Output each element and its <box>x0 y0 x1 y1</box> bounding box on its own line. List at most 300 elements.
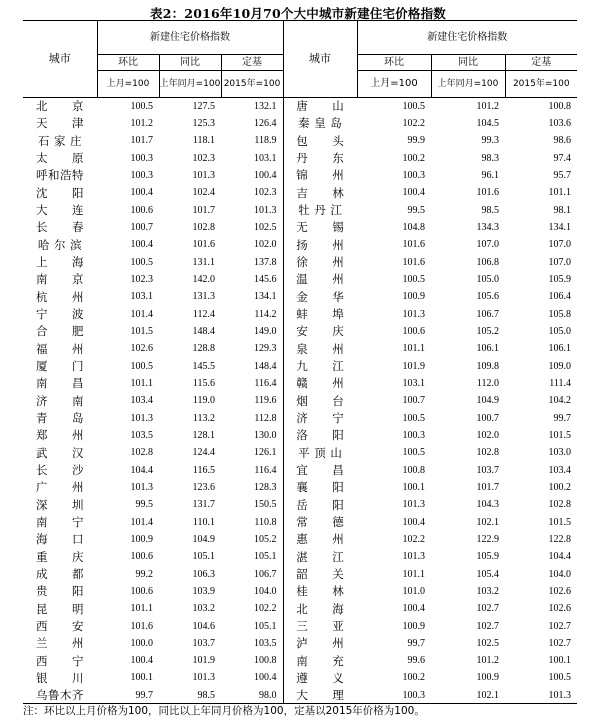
left-fixed-value: 116.4 <box>254 464 277 476</box>
left-yoy-value: 128.1 <box>192 429 215 441</box>
left-city-name: 海 口 <box>36 532 84 547</box>
right-yoy-value: 101.2 <box>476 100 499 112</box>
right-city-name: 烟 台 <box>283 392 357 409</box>
right-city-name: 泉 州 <box>283 340 357 357</box>
right-yoy-value: 100.9 <box>476 672 499 684</box>
left-mom-value: 100.6 <box>130 551 153 563</box>
left-mom-value: 101.2 <box>130 117 153 129</box>
left-fixed-value: 110.8 <box>254 516 277 528</box>
right-mom-value: 100.7 <box>402 395 425 407</box>
table-row <box>23 635 577 652</box>
right-fixed-value: 107.0 <box>548 256 572 268</box>
table-row <box>23 687 577 704</box>
right-fixed-value: 101.3 <box>505 687 577 704</box>
mom-base-left: 上月=100 <box>97 71 159 98</box>
table-row <box>23 236 577 253</box>
table-row <box>23 600 577 617</box>
left-fixed-value: 112.8 <box>254 412 277 424</box>
right-yoy-value: 102.1 <box>476 516 499 528</box>
left-yoy-value: 106.3 <box>192 568 215 580</box>
table-row <box>23 132 577 149</box>
left-fixed-value: 105.1 <box>254 620 277 632</box>
right-yoy-value: 101.6 <box>476 187 499 199</box>
left-yoy-value: 105.1 <box>192 551 215 563</box>
left-yoy-value: 119.0 <box>192 395 215 407</box>
right-fixed-value: 101.5 <box>548 429 572 441</box>
table-row <box>23 461 577 478</box>
right-city-name: 温 州 <box>283 271 357 288</box>
left-yoy-value: 101.7 <box>192 204 215 216</box>
table-row <box>23 305 577 322</box>
left-fixed-value: 100.4 <box>254 169 277 181</box>
right-mom-value: 101.9 <box>402 360 425 372</box>
left-mom-value: 101.1 <box>130 377 153 389</box>
right-yoy-value: 104.3 <box>476 499 499 511</box>
left-fixed-value: 98.0 <box>221 687 283 704</box>
left-mom-value: 101.7 <box>130 135 153 147</box>
table-footnote: 注：环比以上月价格为100，同比以上年同月价格为100，定基以2015年价格为100。 <box>23 705 425 717</box>
right-yoy-value: 105.4 <box>476 568 499 580</box>
left-city-name: 南 宁 <box>36 515 84 530</box>
right-city-name: 唐 山 <box>283 98 357 115</box>
table-row <box>23 340 577 357</box>
left-yoy-value: 102.8 <box>192 221 215 233</box>
left-fixed-value: 134.1 <box>254 291 277 303</box>
left-yoy-value: 101.3 <box>192 169 215 181</box>
left-yoy-value: 131.7 <box>192 499 215 511</box>
right-mom-value: 100.2 <box>402 672 425 684</box>
table-row <box>23 375 577 392</box>
right-mom-value: 102.2 <box>402 533 425 545</box>
left-city-name: 西 宁 <box>36 653 84 668</box>
city-header-right: 城市 <box>283 21 357 98</box>
right-mom-value: 101.6 <box>402 239 425 251</box>
right-fixed-value: 109.0 <box>548 360 572 372</box>
left-yoy-value: 101.6 <box>192 239 215 251</box>
left-yoy-value: 103.2 <box>192 603 215 615</box>
left-fixed-value: 102.5 <box>254 221 277 233</box>
right-city-name: 丹 东 <box>283 149 357 166</box>
right-yoy-value: 112.0 <box>476 377 499 389</box>
table-row <box>23 652 577 669</box>
left-yoy-value: 101.3 <box>192 672 215 684</box>
left-yoy-value: 112.4 <box>192 308 215 320</box>
right-yoy-value: 122.9 <box>476 533 499 545</box>
right-fixed-value: 104.0 <box>548 568 572 580</box>
right-city-name: 锦 州 <box>283 167 357 184</box>
left-mom-value: 100.3 <box>130 169 153 181</box>
left-city-name: 乌鲁木齐 <box>23 687 97 704</box>
right-city-name: 蚌 埠 <box>283 305 357 322</box>
table-row <box>23 479 577 496</box>
right-yoy-value: 134.3 <box>476 221 499 233</box>
left-city-name: 贵 阳 <box>36 584 84 599</box>
right-mom-value: 101.1 <box>402 343 425 355</box>
left-city-name: 厦 门 <box>36 359 84 374</box>
left-fixed-value: 126.1 <box>254 447 277 459</box>
right-yoy-value: 100.7 <box>476 412 499 424</box>
left-mom-value: 102.8 <box>130 447 153 459</box>
left-yoy-value: 142.0 <box>192 273 215 285</box>
left-yoy-value: 148.4 <box>192 325 215 337</box>
left-fixed-value: 116.4 <box>254 377 277 389</box>
right-mom-value: 99.7 <box>407 637 425 649</box>
right-mom-value: 99.9 <box>407 135 425 147</box>
right-yoy-value: 104.5 <box>476 117 499 129</box>
left-fixed-value: 103.1 <box>254 152 277 164</box>
right-mom-value: 101.3 <box>402 499 425 511</box>
left-mom-value: 99.7 <box>97 687 159 704</box>
right-fixed-value: 105.8 <box>548 308 572 320</box>
right-mom-value: 100.3 <box>357 687 431 704</box>
right-yoy-value: 106.8 <box>476 256 499 268</box>
table-row <box>23 392 577 409</box>
right-fixed-value: 104.4 <box>548 551 572 563</box>
right-mom-value: 100.5 <box>402 447 425 459</box>
right-mom-value: 100.6 <box>402 325 425 337</box>
right-yoy-value: 103.7 <box>476 464 499 476</box>
right-yoy-value: 106.1 <box>476 343 499 355</box>
left-yoy-value: 115.6 <box>192 377 215 389</box>
right-yoy-value: 102.5 <box>476 637 499 649</box>
right-fixed-value: 105.9 <box>548 273 572 285</box>
right-fixed-value: 102.6 <box>548 585 572 597</box>
table-row <box>23 253 577 270</box>
left-yoy-value: 125.3 <box>192 117 215 129</box>
left-mom-value: 100.4 <box>130 187 153 199</box>
left-fixed-value: 102.3 <box>254 187 277 199</box>
right-city-name: 徐 州 <box>283 253 357 270</box>
left-city-name: 福 州 <box>36 341 84 356</box>
fixed-header-right: 定基 <box>505 55 577 71</box>
table-row <box>23 513 577 530</box>
left-yoy-value: 123.6 <box>192 481 215 493</box>
right-fixed-value: 101.5 <box>548 516 572 528</box>
right-city-name: 吉 林 <box>283 184 357 201</box>
right-city-name: 三 亚 <box>283 617 357 634</box>
left-city-name: 青 岛 <box>36 411 84 426</box>
right-city-name: 牡 丹 江 <box>283 201 357 218</box>
right-fixed-value: 105.0 <box>548 325 572 337</box>
right-yoy-value: 102.8 <box>476 447 499 459</box>
left-mom-value: 100.9 <box>130 533 153 545</box>
right-mom-value: 101.6 <box>402 256 425 268</box>
fixed-base-right: 2015年=100 <box>505 71 577 98</box>
left-fixed-value: 106.7 <box>254 568 277 580</box>
mom-base-right: 上月=100 <box>357 71 431 98</box>
right-mom-value: 100.5 <box>402 412 425 424</box>
right-fixed-value: 100.2 <box>548 481 572 493</box>
left-fixed-value: 132.1 <box>254 100 277 112</box>
mom-header-right: 环比 <box>357 55 431 71</box>
right-mom-value: 101.3 <box>402 551 425 563</box>
left-fixed-value: 105.2 <box>254 533 277 545</box>
yoy-header-left: 同比 <box>159 55 221 71</box>
yoy-header-right: 同比 <box>431 55 505 71</box>
right-city-name: 南 充 <box>283 652 357 669</box>
right-yoy-value: 102.7 <box>476 603 499 615</box>
right-yoy-value: 105.6 <box>476 291 499 303</box>
left-city-name: 长 沙 <box>36 463 84 478</box>
right-fixed-value: 106.4 <box>548 291 572 303</box>
right-yoy-value: 105.9 <box>476 551 499 563</box>
left-mom-value: 101.1 <box>130 603 153 615</box>
yoy-base-right: 上年同月=100 <box>431 71 505 98</box>
right-city-name: 大 理 <box>283 687 357 704</box>
right-city-name: 扬 州 <box>283 236 357 253</box>
left-mom-value: 100.1 <box>130 672 153 684</box>
left-city-name: 上 海 <box>36 255 84 270</box>
right-mom-value: 100.3 <box>402 429 425 441</box>
left-mom-value: 100.5 <box>130 256 153 268</box>
price-index-table <box>23 20 577 704</box>
right-yoy-value: 102.1 <box>431 687 505 704</box>
table-row <box>23 184 577 201</box>
right-city-name: 常 德 <box>283 513 357 530</box>
right-fixed-value: 95.7 <box>553 169 572 181</box>
right-yoy-value: 105.0 <box>476 273 499 285</box>
right-mom-value: 101.1 <box>402 568 425 580</box>
table-row <box>23 115 577 132</box>
table-row <box>23 323 577 340</box>
table-row <box>23 409 577 426</box>
right-mom-value: 99.6 <box>407 655 425 667</box>
right-city-name: 湛 江 <box>283 548 357 565</box>
left-yoy-value: 102.4 <box>192 187 215 199</box>
right-city-name: 宜 昌 <box>283 461 357 478</box>
fixed-header-left: 定基 <box>221 55 283 71</box>
right-fixed-value: 106.1 <box>548 343 572 355</box>
left-fixed-value: 103.5 <box>254 637 277 649</box>
left-mom-value: 99.5 <box>135 499 153 511</box>
right-fixed-value: 103.0 <box>548 447 572 459</box>
right-city-name: 九 江 <box>283 357 357 374</box>
left-mom-value: 101.3 <box>130 481 153 493</box>
right-fixed-value: 107.0 <box>548 239 572 251</box>
left-city-name: 合 肥 <box>36 324 84 339</box>
left-yoy-value: 118.1 <box>192 135 215 147</box>
left-city-name: 太 原 <box>36 151 84 166</box>
left-mom-value: 103.4 <box>130 395 153 407</box>
left-city-name: 重 庆 <box>36 549 84 564</box>
right-city-name: 安 庆 <box>283 323 357 340</box>
right-mom-value: 100.3 <box>402 169 425 181</box>
left-city-name: 宁 波 <box>36 307 84 322</box>
right-yoy-value: 109.8 <box>476 360 499 372</box>
table-row <box>23 548 577 565</box>
left-city-name: 呼和浩特 <box>36 168 84 183</box>
table-row <box>23 288 577 305</box>
right-fixed-value: 134.1 <box>548 221 572 233</box>
left-mom-value: 103.1 <box>130 291 153 303</box>
left-yoy-value: 104.9 <box>192 533 215 545</box>
right-fixed-value: 101.1 <box>548 187 572 199</box>
table-row <box>23 531 577 548</box>
left-mom-value: 100.5 <box>130 100 153 112</box>
left-yoy-value: 131.3 <box>192 291 215 303</box>
right-yoy-value: 102.0 <box>476 429 499 441</box>
right-mom-value: 102.2 <box>402 117 425 129</box>
left-fixed-value: 128.3 <box>254 481 277 493</box>
left-city-name: 武 汉 <box>36 445 84 460</box>
right-city-name: 赣 州 <box>283 375 357 392</box>
right-city-name: 济 宁 <box>283 409 357 426</box>
table-row <box>23 219 577 236</box>
right-city-name: 遵 义 <box>283 669 357 686</box>
left-mom-value: 101.6 <box>130 620 153 632</box>
table-row <box>23 98 577 115</box>
left-city-name: 石 家 庄 <box>37 133 83 148</box>
left-city-name: 兰 州 <box>36 636 84 651</box>
right-city-name: 金 华 <box>283 288 357 305</box>
left-mom-value: 100.4 <box>130 239 153 251</box>
left-fixed-value: 114.2 <box>254 308 277 320</box>
right-mom-value: 100.9 <box>402 291 425 303</box>
left-yoy-value: 103.7 <box>192 637 215 649</box>
right-fixed-value: 99.7 <box>553 412 572 424</box>
left-fixed-value: 145.6 <box>254 273 277 285</box>
left-yoy-value: 128.8 <box>192 343 215 355</box>
right-mom-value: 100.1 <box>402 481 425 493</box>
left-city-name: 北 京 <box>36 99 84 114</box>
left-mom-value: 104.4 <box>130 464 153 476</box>
left-city-name: 长 春 <box>36 220 84 235</box>
right-city-name: 无 锡 <box>283 219 357 236</box>
left-city-name: 广 州 <box>36 480 84 495</box>
right-fixed-value: 111.4 <box>549 377 572 389</box>
left-mom-value: 100.7 <box>130 221 153 233</box>
left-mom-value: 102.6 <box>130 343 153 355</box>
left-yoy-value: 116.5 <box>192 464 215 476</box>
right-yoy-value: 101.2 <box>476 655 499 667</box>
left-yoy-value: 131.1 <box>192 256 215 268</box>
right-fixed-value: 104.2 <box>548 395 572 407</box>
left-fixed-value: 130.0 <box>254 429 277 441</box>
left-mom-value: 103.5 <box>130 429 153 441</box>
mom-header-left: 环比 <box>97 55 159 71</box>
table-row <box>23 167 577 184</box>
left-mom-value: 100.3 <box>130 152 153 164</box>
left-mom-value: 99.2 <box>135 568 153 580</box>
left-yoy-value: 98.5 <box>159 687 221 704</box>
left-mom-value: 100.0 <box>130 637 153 649</box>
right-fixed-value: 102.8 <box>548 499 572 511</box>
right-yoy-value: 107.0 <box>476 239 499 251</box>
left-yoy-value: 145.5 <box>192 360 215 372</box>
right-city-name: 包 头 <box>283 132 357 149</box>
table-row <box>23 149 577 166</box>
left-city-name: 深 圳 <box>36 497 84 512</box>
left-fixed-value: 105.1 <box>254 551 277 563</box>
right-fixed-value: 102.6 <box>548 603 572 615</box>
table-row <box>23 617 577 634</box>
right-city-name: 泸 州 <box>283 635 357 652</box>
right-mom-value: 101.3 <box>402 308 425 320</box>
index-group-header-right: 新建住宅价格指数 <box>357 21 577 55</box>
table-row <box>23 427 577 444</box>
left-city-name: 银 川 <box>36 670 84 685</box>
right-fixed-value: 97.4 <box>553 152 572 164</box>
left-city-name: 南 京 <box>36 272 84 287</box>
left-city-name: 大 连 <box>36 203 84 218</box>
right-yoy-value: 99.3 <box>481 135 499 147</box>
right-city-name: 襄 阳 <box>283 479 357 496</box>
right-city-name: 惠 州 <box>283 531 357 548</box>
right-city-name: 秦 皇 岛 <box>283 115 357 132</box>
left-mom-value: 100.6 <box>130 585 153 597</box>
right-yoy-value: 96.1 <box>481 169 499 181</box>
right-yoy-value: 106.7 <box>476 308 499 320</box>
left-fixed-value: 100.8 <box>254 655 277 667</box>
right-yoy-value: 104.9 <box>476 395 499 407</box>
table-row <box>23 496 577 513</box>
right-yoy-value: 102.7 <box>476 620 499 632</box>
left-city-name: 成 都 <box>36 567 84 582</box>
left-city-name: 郑 州 <box>36 428 84 443</box>
left-mom-value: 101.5 <box>130 325 153 337</box>
left-fixed-value: 101.3 <box>254 204 277 216</box>
left-fixed-value: 119.6 <box>254 395 277 407</box>
left-fixed-value: 150.5 <box>254 499 277 511</box>
left-yoy-value: 124.4 <box>192 447 215 459</box>
right-fixed-value: 100.8 <box>548 100 572 112</box>
right-fixed-value: 98.1 <box>553 204 572 216</box>
table-row <box>23 565 577 582</box>
fixed-base-left: 2015年=100 <box>221 71 283 98</box>
left-yoy-value: 103.9 <box>192 585 215 597</box>
left-mom-value: 100.4 <box>130 655 153 667</box>
left-mom-value: 100.5 <box>130 360 153 372</box>
left-fixed-value: 104.0 <box>254 585 277 597</box>
left-mom-value: 102.3 <box>130 273 153 285</box>
left-mom-value: 101.4 <box>130 308 153 320</box>
left-fixed-value: 102.0 <box>254 239 277 251</box>
table-row <box>23 669 577 686</box>
right-mom-value: 100.4 <box>402 516 425 528</box>
index-group-header-left: 新建住宅价格指数 <box>97 21 283 55</box>
left-fixed-value: 137.8 <box>254 256 277 268</box>
right-fixed-value: 102.7 <box>548 637 572 649</box>
right-yoy-value: 105.2 <box>476 325 499 337</box>
table-row <box>23 583 577 600</box>
table-title: 表2：2016年10月70个大中城市新建住宅价格指数 <box>150 6 446 21</box>
right-fixed-value: 103.6 <box>548 117 572 129</box>
right-mom-value: 100.5 <box>402 100 425 112</box>
left-yoy-value: 101.9 <box>192 655 215 667</box>
table-row <box>23 357 577 374</box>
right-mom-value: 99.5 <box>407 204 425 216</box>
left-fixed-value: 118.9 <box>254 135 277 147</box>
right-city-name: 韶 关 <box>283 565 357 582</box>
right-city-name: 平 顶 山 <box>283 444 357 461</box>
table-row <box>23 201 577 218</box>
table-row <box>23 444 577 461</box>
left-city-name: 西 安 <box>36 619 84 633</box>
table-row <box>23 271 577 288</box>
right-mom-value: 100.2 <box>402 152 425 164</box>
left-city-name: 天 津 <box>36 116 84 131</box>
right-mom-value: 103.1 <box>402 377 425 389</box>
right-fixed-value: 100.1 <box>548 655 572 667</box>
right-fixed-value: 103.4 <box>548 464 572 476</box>
right-yoy-value: 98.5 <box>481 204 499 216</box>
left-city-name: 昆 明 <box>36 601 84 616</box>
left-fixed-value: 126.4 <box>254 117 277 129</box>
left-city-name: 哈 尔 滨 <box>37 237 83 252</box>
left-yoy-value: 104.6 <box>192 620 215 632</box>
left-city-name: 济 南 <box>36 393 84 408</box>
right-city-name: 岳 阳 <box>283 496 357 513</box>
